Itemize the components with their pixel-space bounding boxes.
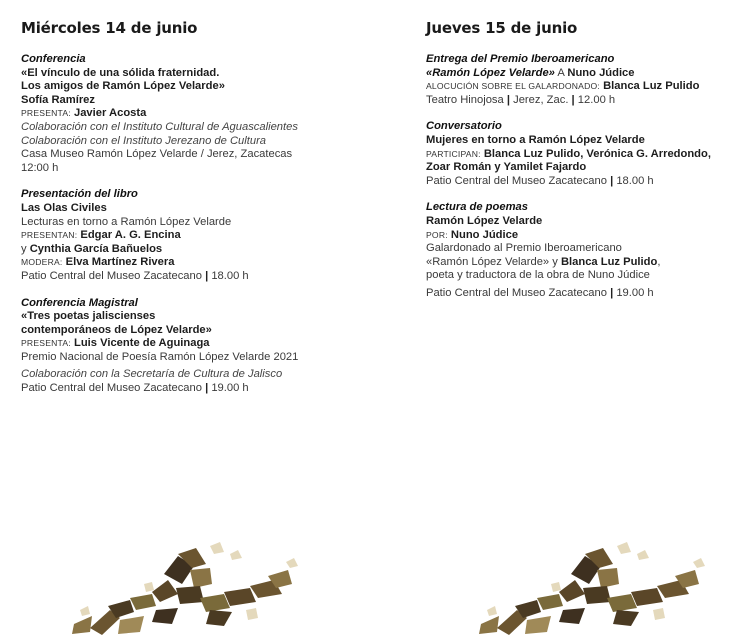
event-type: Conversatorio bbox=[426, 120, 502, 133]
moderator-line bbox=[21, 256, 381, 270]
presenter-name: Javier Acosta bbox=[73, 107, 147, 120]
event-conferencia bbox=[21, 53, 381, 175]
presenters-line bbox=[21, 243, 381, 257]
participant-names: Blanca Luz Pulido, Verónica G. Arredondo, bbox=[483, 147, 711, 160]
events-thursday bbox=[426, 53, 746, 314]
venue-time-line bbox=[21, 270, 381, 284]
mosaic-shards bbox=[479, 548, 699, 635]
participants-line bbox=[426, 148, 746, 162]
presenter-name: Cynthia García Bañuelos bbox=[29, 242, 163, 255]
role-label: PRESENTAN: bbox=[21, 230, 78, 241]
award-recipient-line bbox=[426, 67, 746, 81]
venue: Patio Central del Museo Zacatecano bbox=[21, 269, 202, 282]
venue: Teatro Hinojosa bbox=[426, 93, 504, 106]
time-line: 12:00 h bbox=[21, 161, 59, 174]
venue: Patio Central del Museo Zacatecano bbox=[426, 174, 607, 187]
venue-time-line bbox=[21, 382, 381, 396]
presenter-line bbox=[21, 337, 381, 351]
presenters-line bbox=[21, 229, 381, 243]
mosaic-shards bbox=[72, 548, 292, 635]
book-title: Las Olas Civiles bbox=[21, 201, 107, 214]
role-label: MODERA: bbox=[21, 257, 63, 268]
event-type: Conferencia bbox=[21, 53, 86, 65]
event-type: Presentación del libro bbox=[21, 188, 138, 201]
por-line bbox=[426, 229, 746, 243]
venue: Patio Central del Museo Zacatecano bbox=[21, 382, 202, 395]
role-label: PRESENTA: bbox=[21, 108, 71, 119]
time: 19.00 h bbox=[616, 286, 654, 299]
time: 18.00 h bbox=[211, 269, 249, 282]
event-title-line: «El vínculo de una sólida fraternidad. bbox=[21, 66, 220, 79]
award-line: Premio Nacional de Poesía Ramón López Velarde 2021 bbox=[21, 350, 299, 363]
event-presentacion-libro bbox=[21, 188, 381, 283]
venue-line: Casa Museo Ramón López Velarde / Jerez, Zacatecas bbox=[21, 148, 293, 161]
participant-names: Zoar Román y Yamilet Fajardo bbox=[426, 161, 587, 174]
description-line: poeta y traductora de la obra de Nuno Júdice bbox=[426, 269, 650, 282]
separator: | bbox=[610, 286, 614, 299]
event-lectura-poemas bbox=[426, 201, 746, 300]
translator-name: Blanca Luz Pulido bbox=[560, 255, 658, 268]
separator: | bbox=[571, 93, 575, 106]
role-label: PARTICIPAN: bbox=[426, 148, 481, 159]
alocucion-line bbox=[426, 80, 746, 94]
presenter-name: Edgar A. G. Encina bbox=[80, 229, 181, 242]
time: 18.00 h bbox=[616, 174, 654, 187]
separator: | bbox=[205, 269, 209, 282]
recipient-name: Nuno Júdice bbox=[567, 66, 635, 79]
reader-name: Nuno Júdice bbox=[450, 228, 519, 241]
time: 19.00 h bbox=[211, 382, 249, 395]
collaboration-line: Colaboración con el Instituto Jerezano de Cultura bbox=[21, 134, 267, 147]
event-title: Ramón López Velarde bbox=[426, 214, 543, 227]
day-title-wednesday: Miércoles 14 de junio bbox=[21, 19, 198, 37]
event-title-line: Los amigos de Ramón López Velarde» bbox=[21, 80, 225, 93]
award-name: «Ramón López Velarde» bbox=[426, 66, 555, 79]
venue-time-line bbox=[426, 175, 746, 189]
event-type: Conferencia Magistral bbox=[21, 296, 138, 309]
description-line bbox=[426, 256, 746, 270]
description-line: Galardonado al Premio Iberoamericano bbox=[426, 242, 622, 255]
city: Jerez, Zac. bbox=[513, 93, 569, 106]
venue: Patio Central del Museo Zacatecano bbox=[426, 286, 607, 299]
book-subtitle: Lecturas en torno a Ramón López Velarde bbox=[21, 215, 232, 228]
venue-time-line bbox=[426, 287, 746, 301]
event-title-line: contemporáneos de López Velarde» bbox=[21, 323, 212, 336]
collaboration-line: Colaboración con el Instituto Cultural de Aguascalientes bbox=[21, 120, 298, 133]
moderator-name: Elva Martínez Rivera bbox=[65, 256, 175, 269]
separator: | bbox=[506, 93, 510, 106]
presenter-line bbox=[21, 107, 381, 121]
event-conversatorio bbox=[426, 120, 746, 188]
role-label: PRESENTA: bbox=[21, 338, 71, 349]
event-title: Mujeres en torno a Ramón López Velarde bbox=[426, 133, 645, 146]
role-label: ALOCUCIÓN SOBRE EL GALARDONADO: bbox=[426, 81, 600, 92]
mosaic-figure-illustration bbox=[60, 540, 300, 640]
separator: | bbox=[205, 382, 209, 395]
venue-time-line bbox=[426, 94, 746, 108]
mosaic-figure-illustration bbox=[467, 540, 707, 640]
conjunction: y bbox=[21, 242, 27, 255]
event-conferencia-magistral bbox=[21, 297, 381, 396]
event-author: Sofía Ramírez bbox=[21, 93, 95, 106]
separator: | bbox=[610, 174, 614, 187]
event-entrega-premio bbox=[426, 53, 746, 107]
presenter-name: Luis Vicente de Aguinaga bbox=[73, 337, 210, 350]
role-label: POR: bbox=[426, 229, 448, 240]
comma: , bbox=[657, 255, 661, 268]
a-label: A bbox=[557, 66, 565, 79]
description-text: «Ramón López Velarde» y bbox=[426, 255, 558, 268]
event-type: Entrega del Premio Iberoamericano bbox=[426, 53, 615, 65]
events-wednesday bbox=[21, 53, 381, 409]
speaker-name: Blanca Luz Pulido bbox=[603, 80, 700, 93]
collaboration-line: Colaboración con la Secretaría de Cultura de Jalisco bbox=[21, 368, 283, 381]
event-type: Lectura de poemas bbox=[426, 201, 528, 214]
event-title-line: «Tres poetas jaliscienses bbox=[21, 310, 156, 323]
time: 12.00 h bbox=[577, 93, 616, 106]
day-title-thursday: Jueves 15 de junio bbox=[426, 19, 578, 37]
